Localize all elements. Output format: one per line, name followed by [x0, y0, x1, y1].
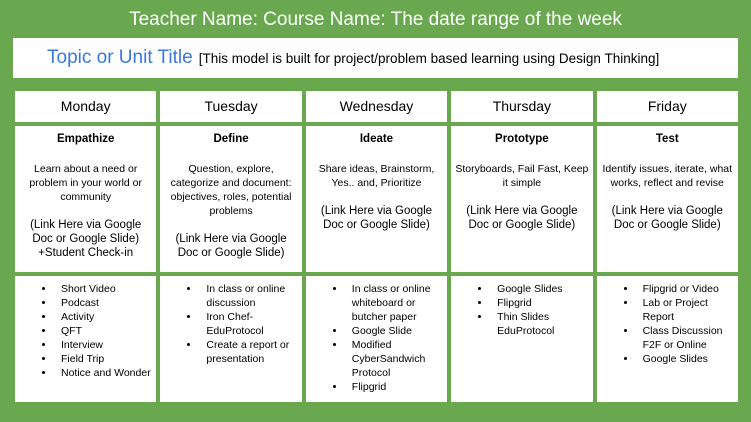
day-wednesday: Wednesday — [304, 89, 449, 124]
list-item: • Google Slides — [491, 282, 588, 296]
list-item: • Create a report or presentation — [200, 338, 297, 366]
list-item: • Activity — [55, 310, 152, 324]
phase-description: Storyboards, Fail Fast, Keep it simple — [455, 163, 589, 189]
activity-list — [160, 282, 297, 366]
phase-link[interactable]: (Link Here via Google Doc or Google Slide) — [175, 233, 287, 259]
activities-tuesday — [158, 274, 303, 404]
phase-description: Question, explore, categorize and document: objectives, roles, potential problems — [170, 163, 292, 217]
day-friday: Friday — [595, 89, 740, 124]
activity-row — [13, 274, 740, 404]
phase-link[interactable]: (Link Here via Google Doc or Google Slide) +Student Check-in — [30, 219, 142, 259]
day-header-row — [13, 89, 740, 124]
weekly-plan-table — [13, 89, 740, 404]
activities-monday — [13, 274, 158, 404]
activity-list — [306, 282, 443, 394]
phase-cell-friday — [595, 124, 740, 274]
list-item: • Podcast — [55, 296, 152, 310]
list-item: • Iron Chef- EduProtocol — [200, 310, 297, 338]
phase-name: Prototype — [495, 133, 549, 145]
list-item: • In class or online discussion — [200, 282, 297, 310]
topic-title: Topic or Unit Title — [47, 47, 193, 68]
list-item: • Lab or Project Report — [637, 296, 734, 324]
phase-row — [13, 124, 740, 274]
list-item: • QFT — [55, 324, 152, 338]
activities-thursday — [449, 274, 594, 404]
list-item: • Short Video — [55, 282, 152, 296]
day-thursday: Thursday — [449, 89, 594, 124]
list-item: • Flipgrid — [491, 296, 588, 310]
activity-list — [451, 282, 588, 338]
list-item: • Field Trip — [55, 352, 152, 366]
phase-cell-tuesday — [158, 124, 303, 274]
phase-description: Share ideas, Brainstorm, Yes.. and, Prioritize — [318, 163, 435, 189]
phase-description: Learn about a need or problem in your world or community — [29, 163, 143, 203]
list-item: • Google Slide — [346, 324, 443, 338]
phase-cell-wednesday — [304, 124, 449, 274]
phase-name: Define — [213, 133, 249, 145]
day-monday: Monday — [13, 89, 158, 124]
topic-banner — [13, 38, 738, 78]
activity-list — [597, 282, 734, 366]
activities-wednesday — [304, 274, 449, 404]
list-item: • Thin Slides EduProtocol — [491, 310, 588, 338]
list-item: • Interview — [55, 338, 152, 352]
list-item: • Flipgrid — [346, 380, 443, 394]
page-header: Teacher Name: Course Name: The date range of the week — [129, 9, 622, 30]
activity-list — [15, 282, 152, 380]
list-item: • Flipgrid or Video — [637, 282, 734, 296]
phase-name: Test — [655, 133, 679, 145]
topic-note: [This model is built for project/problem based learning using Design Thinking] — [198, 50, 660, 66]
list-item: • Notice and Wonder — [55, 366, 152, 380]
day-tuesday: Tuesday — [158, 89, 303, 124]
list-item: • Modified CyberSandwich Protocol — [346, 338, 443, 380]
activities-friday — [595, 274, 740, 404]
list-item: • In class or online whiteboard or butcher paper — [346, 282, 443, 324]
phase-cell-monday — [13, 124, 158, 274]
phase-name: Ideate — [359, 133, 394, 145]
list-item: • Class Discussion F2F or Online — [637, 324, 734, 352]
phase-cell-thursday — [449, 124, 594, 274]
list-item: • Google Slides — [637, 352, 734, 366]
phase-link[interactable]: (Link Here via Google Doc or Google Slide) — [320, 205, 433, 231]
phase-link[interactable]: (Link Here via Google Doc or Google Slide) — [466, 205, 578, 231]
phase-link[interactable]: (Link Here via Google Doc or Google Slide) — [611, 205, 723, 231]
phase-description: Identify issues, iterate, what works, reflect and revise — [602, 163, 733, 189]
phase-name: Empathize — [56, 133, 115, 145]
